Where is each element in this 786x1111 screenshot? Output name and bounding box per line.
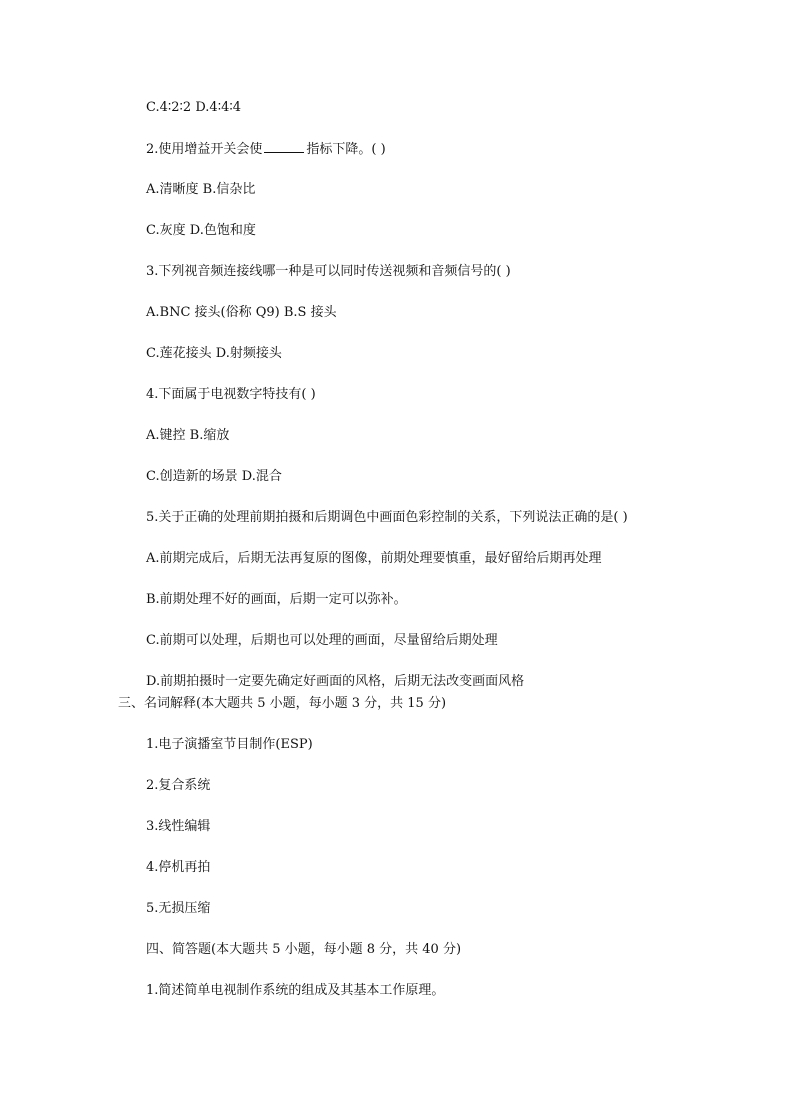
term-3: 3.线性编辑 [146,819,211,834]
question-2 [146,141,386,158]
question-5: 5.关于正确的处理前期拍摄和后期调色中画面色彩控制的关系，下列说法正确的是( ) [146,510,628,525]
term-2: 2.复合系统 [146,778,211,793]
option-line-c-d-q4: C.创造新的场景 D.混合 [146,469,282,484]
question-2-text-a: 2.使用增益开关会使 [146,142,263,157]
section-3-heading: 三、名词解释(本大题共 5 小题，每小题 3 分，共 15 分) [118,696,447,711]
option-line-c-d-q1: C.4∶2∶2 D.4∶4∶4 [146,100,241,115]
term-5: 5.无损压缩 [146,901,211,916]
section-4-heading: 四、简答题(本大题共 5 小题，每小题 8 分，共 40 分) [146,942,462,957]
answer-blank [264,141,304,153]
option-d-q5: D.前期拍摄时一定要先确定好画面的风格，后期无法改变画面风格 [146,674,525,689]
option-line-c-d-q2: C.灰度 D.色饱和度 [146,223,256,238]
short-answer-1: 1.简述简单电视制作系统的组成及其基本工作原理。 [146,983,445,998]
option-line-a-b-q2: A.清晰度 B.信杂比 [146,182,256,197]
option-line-c-d-q3: C.莲花接头 D.射频接头 [146,346,282,361]
option-b-q5: B.前期处理不好的画面，后期一定可以弥补。 [146,592,407,607]
option-line-a-b-q4: A.键控 B.缩放 [146,428,230,443]
term-1: 1.电子演播室节目制作(ESP) [146,737,313,752]
option-c-q5: C.前期可以处理，后期也可以处理的画面，尽量留给后期处理 [146,633,498,648]
question-4: 4.下面属于电视数字特技有( ) [146,387,316,402]
option-a-q5: A.前期完成后，后期无法再复原的图像，前期处理要慎重，最好留给后期再处理 [146,551,602,566]
option-line-a-b-q3: A.BNC 接头(俗称 Q9) B.S 接头 [146,305,337,320]
question-2-text-b: 指标下降。( ) [306,142,386,157]
question-3: 3.下列视音频连接线哪一种是可以同时传送视频和音频信号的( ) [146,264,511,279]
term-4: 4.停机再拍 [146,860,211,875]
